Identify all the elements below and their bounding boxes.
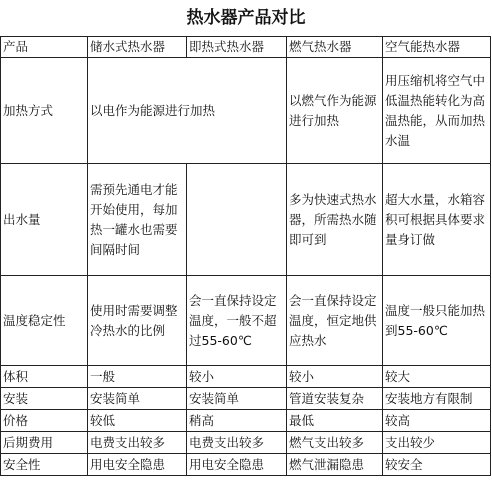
cell-gas: 燃气泄漏隐患 [287, 454, 383, 476]
cell-instant: 安装简单 [187, 388, 287, 410]
cell-air: 用压缩机将空气中低温热能转化为高温热能，从而加热水温 [383, 58, 491, 164]
cell-air: 较大 [383, 366, 491, 388]
row-label: 温度稳定性 [1, 276, 88, 366]
cell-gas: 管道安装复杂 [287, 388, 383, 410]
cell-gas: 多为快速式热水器，所需热水随即可到 [287, 164, 383, 276]
row-label: 价格 [1, 410, 88, 432]
header-cell-air: 空气能热水器 [383, 37, 491, 58]
cell-gas: 会一直保持设定温度，恒定地供应热水 [287, 276, 383, 366]
cell-gas: 较小 [287, 366, 383, 388]
table-row-volume [1, 366, 491, 388]
header-cell-storage: 储水式热水器 [88, 37, 187, 58]
table-row-water-output [1, 164, 491, 276]
cell-air: 支出较少 [383, 432, 491, 454]
row-label: 体积 [1, 366, 88, 388]
table-row-install [1, 388, 491, 410]
cell-instant: 较小 [187, 366, 287, 388]
table-row-heating [1, 58, 491, 164]
table-row-safety [1, 454, 491, 476]
cell-air: 较高 [383, 410, 491, 432]
row-label: 出水量 [1, 164, 88, 276]
table-header-row [1, 37, 491, 58]
cell-air: 安装地方有限制 [383, 388, 491, 410]
cell-gas: 最低 [287, 410, 383, 432]
row-label: 加热方式 [1, 58, 88, 164]
cell-storage: 电费支出较多 [88, 432, 187, 454]
header-cell-product: 产品 [1, 37, 88, 58]
comparison-table [0, 36, 491, 476]
cell-instant: 电费支出较多 [187, 432, 287, 454]
cell-instant [187, 164, 287, 276]
cell-storage: 用电安全隐患 [88, 454, 187, 476]
header-cell-gas: 燃气热水器 [287, 37, 383, 58]
row-label: 安装 [1, 388, 88, 410]
cell-air: 超大水量，水箱容积可根据具体要求量身订做 [383, 164, 491, 276]
cell-air: 温度一般只能加热到55-60℃ [383, 276, 491, 366]
cell-storage: 一般 [88, 366, 187, 388]
table-row-price [1, 410, 491, 432]
cell-instant: 用电安全隐患 [187, 454, 287, 476]
row-label: 安全性 [1, 454, 88, 476]
cell-air: 较安全 [383, 454, 491, 476]
header-cell-instant: 即热式热水器 [187, 37, 287, 58]
cell-gas: 以燃气作为能源进行加热 [287, 58, 383, 164]
page-title: 热水器产品对比 [186, 8, 306, 28]
cell-storage: 使用时需要调整冷热水的比例 [88, 276, 187, 366]
table-row-temperature [1, 276, 491, 366]
table-row-running-cost [1, 432, 491, 454]
cell-instant: 会一直保持设定温度，一般不超过55-60℃ [187, 276, 287, 366]
cell-gas: 燃气支出较多 [287, 432, 383, 454]
row-label: 后期费用 [1, 432, 88, 454]
cell-electric-heating: 以电作为能源进行加热 [88, 58, 287, 164]
cell-storage: 需预先通电才能开始使用，每加热一罐水也需要间隔时间 [88, 164, 187, 276]
cell-instant: 稍高 [187, 410, 287, 432]
cell-storage: 安装简单 [88, 388, 187, 410]
cell-storage: 较低 [88, 410, 187, 432]
